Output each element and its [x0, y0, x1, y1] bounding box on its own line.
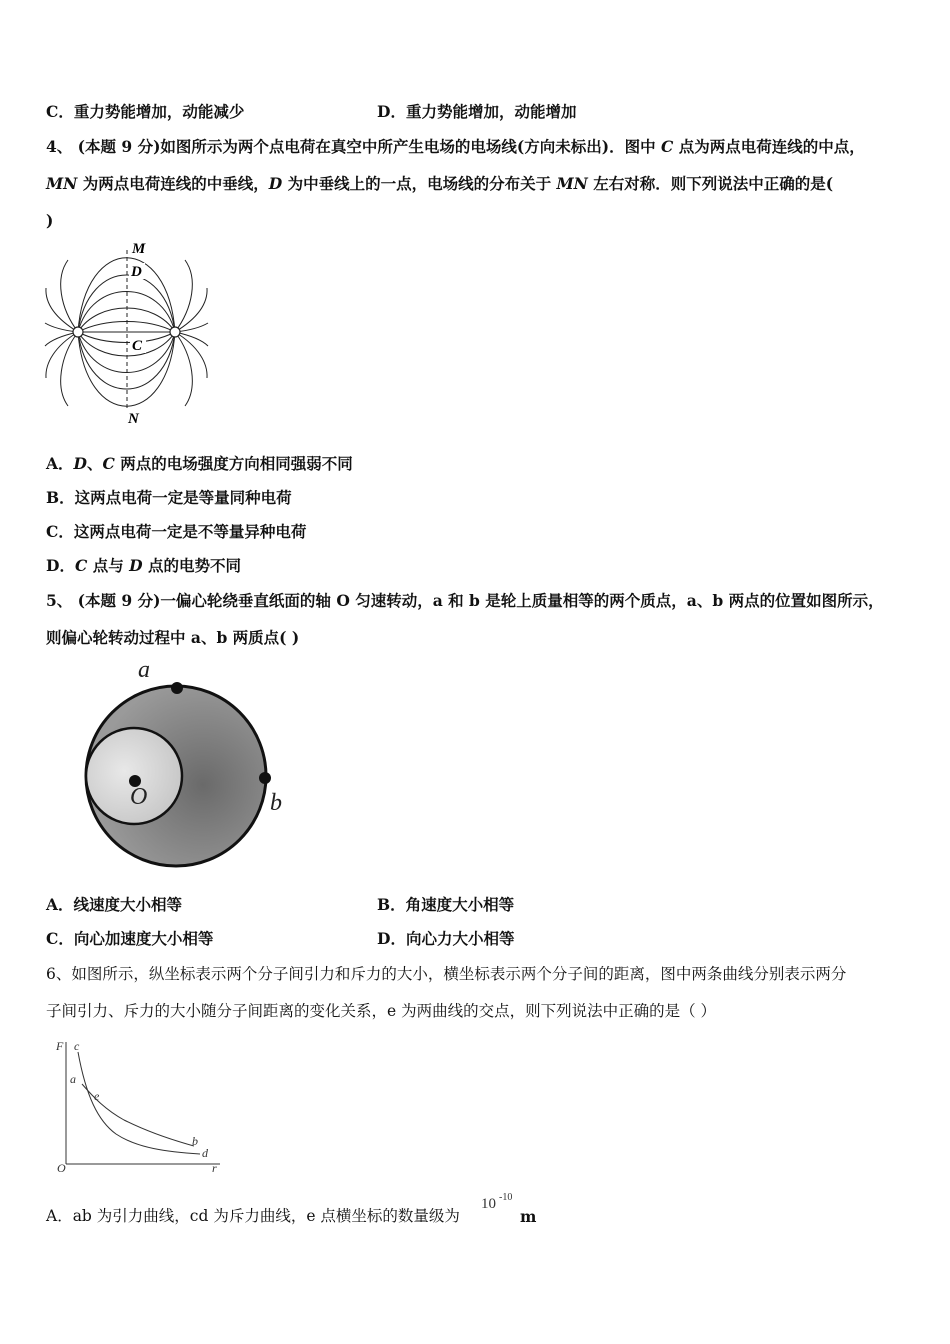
q4-symbol-c: C [74, 556, 88, 575]
charge-left [73, 327, 83, 337]
q4-symbol-mn: MN [556, 174, 588, 193]
q3-option-c: C．重力势能增加，动能减少 [46, 102, 245, 121]
q4-text: A． [46, 454, 74, 473]
q4-text: 左右对称．则下列说法中正确的是( [587, 174, 834, 193]
q4-symbol-d: D [73, 454, 87, 473]
q4-option-d [46, 556, 241, 576]
label-b: b [270, 790, 282, 816]
q4-text: D． [46, 556, 75, 575]
q4-symbol-c: C [102, 454, 115, 473]
eccentric-wheel-figure [78, 652, 298, 874]
q6-unit: m [520, 1207, 537, 1226]
q5-option-a: A．线速度大小相等 [46, 895, 183, 914]
q6-text: A．ab 为引力曲线，cd 为斥力曲线，e 点横坐标的数量级为 [46, 1207, 460, 1225]
q4-stem-line2 [46, 174, 833, 194]
q4-symbol-d: D [268, 174, 283, 193]
q4-text: 、 [86, 454, 103, 473]
q4-text: 点与 [87, 556, 130, 575]
q6-exponent-power: -10 [499, 1192, 513, 1203]
q5-option-c: C．向心加速度大小相等 [46, 929, 214, 948]
charge-right [170, 327, 180, 337]
q4-text: 4、 (本题 9 分)如图所示为两个点电荷在真空中所产生电场的电场线(方向未标出)．图中 [46, 137, 661, 156]
q5-option-d: D．向心力大小相等 [377, 929, 515, 948]
q4-symbol-d: D [129, 556, 143, 575]
point-b [259, 772, 271, 784]
label-e: e [94, 1089, 100, 1103]
label-a: a [70, 1072, 76, 1086]
q4-symbol-mn: MN [46, 174, 78, 193]
label-r: r [212, 1161, 217, 1175]
label-c: c [74, 1039, 80, 1053]
q4-symbol-c: C [661, 137, 674, 156]
q4-option-b: B．这两点电荷一定是等量同种电荷 [46, 488, 292, 507]
label-a: a [138, 657, 150, 683]
label-m: M [132, 241, 146, 257]
q4-stem-line3: ) [46, 211, 54, 230]
label-f: F [56, 1039, 64, 1053]
q4-text: 两点的电场强度方向相同强弱不同 [114, 454, 353, 473]
q6-stem-line1: 6、如图所示，纵坐标表示两个分子间引力和斥力的大小，横坐标表示两个分子间的距离，图中两条曲线分别表示两分 [46, 965, 847, 983]
q4-stem-line1 [46, 137, 865, 157]
label-c: C [132, 338, 143, 354]
q4-text: 为两点电荷连线的中垂线， [77, 174, 269, 193]
label-d: d [202, 1146, 208, 1160]
q6-option-a [46, 1206, 460, 1226]
electric-field-figure [40, 238, 220, 428]
point-a [171, 682, 183, 694]
q6-stem-line2: 子间引力、斥力的大小随分子间距离的变化关系，e 为两曲线的交点，则下列说法中正确的是（ ） [46, 1002, 717, 1020]
q4-text: 为中垂线上的一点，电场线的分布关于 [282, 174, 557, 193]
label-o: O [57, 1161, 66, 1175]
q4-text: 点的电势不同 [142, 556, 241, 575]
q4-text: 点为两点电荷连线的中点， [673, 137, 865, 156]
molecular-force-figure [52, 1036, 230, 1182]
q4-option-c: C．这两点电荷一定是不等量异种电荷 [46, 522, 307, 541]
q5-option-b: B．角速度大小相等 [377, 895, 515, 914]
label-d: D [131, 264, 142, 280]
q5-stem-line1: 5、 (本题 9 分)一偏心轮绕垂直纸面的轴 O 匀速转动，a 和 b 是轮上质量相等的两个质点，a、b 两点的位置如图所示， [46, 591, 884, 610]
q3-option-d: D．重力势能增加，动能增加 [377, 102, 577, 121]
label-b: b [192, 1134, 198, 1148]
q5-stem-line2: 则偏心轮转动过程中 a、b 两质点( ) [46, 628, 300, 647]
q6-exponent-base: 10 [481, 1196, 496, 1212]
q4-option-a [46, 454, 353, 474]
label-o: O [130, 784, 148, 810]
label-n: N [128, 411, 139, 427]
